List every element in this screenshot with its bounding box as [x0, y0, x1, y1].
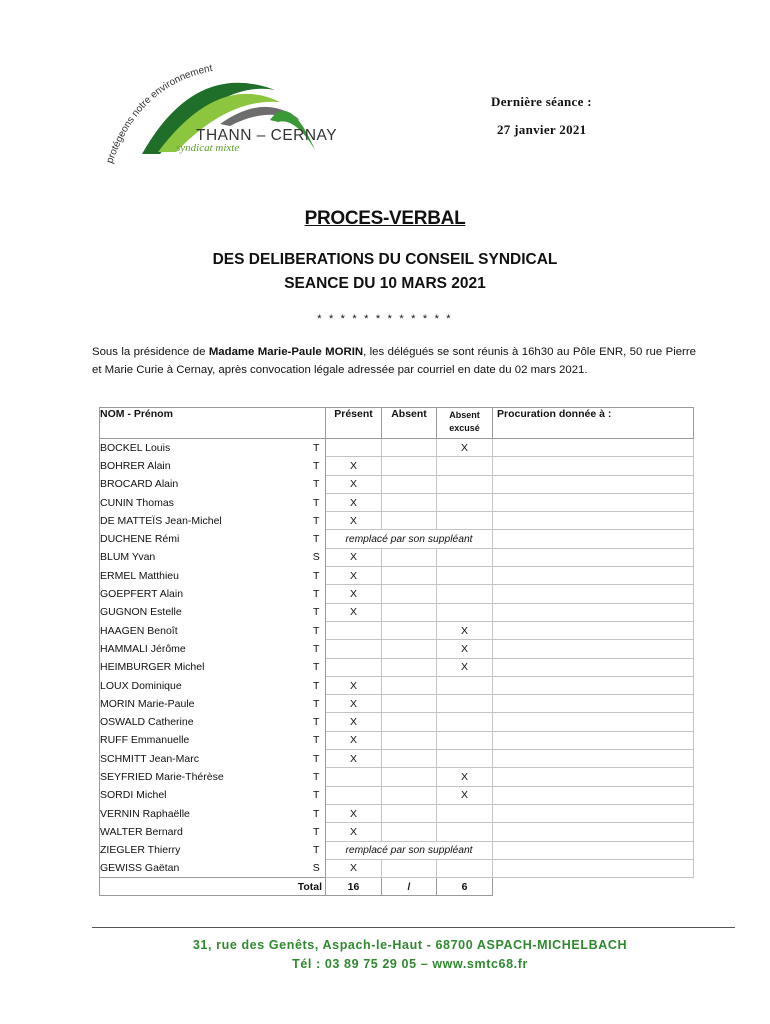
- last-session-label: Dernière séance :: [491, 94, 592, 109]
- excused-cell: X: [437, 786, 493, 804]
- excused-cell: [437, 585, 493, 603]
- table-row: [100, 750, 694, 768]
- table-header-row: [100, 408, 694, 439]
- member-name: DUCHENE Rémi: [100, 530, 308, 548]
- excused-cell: [437, 859, 493, 877]
- excused-cell: X: [437, 768, 493, 786]
- excused-cell: X: [437, 621, 493, 639]
- table-row: [100, 548, 694, 566]
- proxy-cell: [493, 823, 694, 841]
- header-name: NOM - Prénom: [100, 408, 324, 439]
- table-row: [100, 621, 694, 639]
- absent-cell: [382, 731, 437, 749]
- member-type: T: [308, 640, 326, 658]
- absent-cell: [382, 750, 437, 768]
- table-row: [100, 512, 694, 530]
- member-type: T: [308, 585, 326, 603]
- proxy-cell: [493, 603, 694, 621]
- absent-cell: [382, 768, 437, 786]
- excused-cell: [437, 567, 493, 585]
- present-cell: X: [326, 475, 382, 493]
- member-type: T: [308, 530, 326, 548]
- absent-cell: [382, 640, 437, 658]
- proxy-cell: [493, 475, 694, 493]
- absent-cell: [382, 585, 437, 603]
- present-cell: [326, 640, 382, 658]
- excused-cell: [437, 823, 493, 841]
- member-type: T: [308, 512, 326, 530]
- present-cell: X: [326, 731, 382, 749]
- member-name: SORDI Michel: [100, 786, 308, 804]
- member-type: T: [308, 823, 326, 841]
- present-cell: X: [326, 548, 382, 566]
- excused-cell: X: [437, 640, 493, 658]
- absent-cell: [382, 548, 437, 566]
- intro-part-1: Sous la présidence de: [92, 346, 209, 358]
- logo-arc-text: protégeons notre environnement: [104, 63, 214, 165]
- member-name: HAAGEN Benoît: [100, 621, 308, 639]
- footer-divider: [92, 927, 735, 928]
- proxy-cell: [493, 457, 694, 475]
- total-excused: 6: [437, 878, 493, 896]
- present-cell: X: [326, 512, 382, 530]
- member-type: T: [308, 731, 326, 749]
- member-type: T: [308, 621, 326, 639]
- absent-cell: [382, 457, 437, 475]
- proxy-cell: [493, 859, 694, 877]
- intro-part-2: , les délégués se sont réunis à 16h30 au Pôle ENR, 50 rue Pierre et Marie Curie à Cernay, après convocation légale adressée par courriel en date du 02 mars 2021.: [92, 346, 696, 376]
- member-name: SEYFRIED Marie-Thérèse: [100, 768, 308, 786]
- present-cell: X: [326, 713, 382, 731]
- intro-paragraph: [92, 343, 696, 379]
- excused-cell: [437, 548, 493, 566]
- absent-cell: [382, 713, 437, 731]
- proxy-cell: [493, 439, 694, 457]
- proxy-cell: [493, 585, 694, 603]
- excused-cell: [437, 512, 493, 530]
- proxy-cell: [493, 676, 694, 694]
- total-label: Total: [100, 878, 326, 896]
- total-present: 16: [326, 878, 382, 896]
- proxy-cell: [493, 567, 694, 585]
- excused-cell: X: [437, 439, 493, 457]
- member-name: BROCARD Alain: [100, 475, 308, 493]
- excused-cell: [437, 804, 493, 822]
- president-name: Madame Marie-Paule MORIN: [208, 346, 364, 358]
- present-cell: X: [326, 493, 382, 511]
- proxy-cell: [493, 713, 694, 731]
- header-excused: [437, 408, 493, 439]
- table-row: [100, 841, 694, 859]
- proxy-cell: [493, 548, 694, 566]
- proxy-cell: [493, 841, 694, 859]
- header-proxy: Procuration donnée à :: [493, 408, 694, 439]
- table-row: [100, 475, 694, 493]
- present-cell: X: [326, 603, 382, 621]
- present-cell: X: [326, 859, 382, 877]
- absent-cell: [382, 695, 437, 713]
- absent-cell: [382, 603, 437, 621]
- proxy-cell: [493, 731, 694, 749]
- logo-name: THANN – CERNAY: [196, 127, 338, 144]
- header-excused-line1: Absent: [449, 410, 480, 420]
- last-session-date: 27 janvier 2021: [497, 122, 587, 137]
- header-excused-line2: excusé: [449, 423, 480, 433]
- table-row: [100, 457, 694, 475]
- excused-cell: [437, 731, 493, 749]
- footer-address: 31, rue des Genêts, Aspach-le-Haut - 68700 ASPACH-MICHELBACH: [192, 938, 628, 952]
- replacement-note: remplacé par son suppléant: [326, 530, 493, 548]
- syndicat-logo: [100, 62, 362, 174]
- proxy-cell: [493, 530, 694, 548]
- table-row: [100, 658, 694, 676]
- present-cell: [326, 439, 382, 457]
- member-type: T: [308, 841, 326, 859]
- absent-cell: [382, 676, 437, 694]
- member-type: T: [308, 658, 326, 676]
- proxy-cell: [493, 621, 694, 639]
- present-cell: X: [326, 567, 382, 585]
- member-name: HAMMALI Jérôme: [100, 640, 308, 658]
- header-present: Présent: [326, 408, 382, 439]
- excused-cell: [437, 750, 493, 768]
- proxy-cell: [493, 768, 694, 786]
- header-absent: Absent: [382, 408, 437, 439]
- table-row: [100, 768, 694, 786]
- document-subtitle-1: DES DELIBERATIONS DU CONSEIL SYNDICAL: [212, 251, 558, 268]
- member-type: S: [308, 859, 326, 877]
- absent-cell: [382, 475, 437, 493]
- table-body: [100, 439, 694, 896]
- table-row: [100, 804, 694, 822]
- table-row: [100, 695, 694, 713]
- total-row: [100, 878, 694, 896]
- member-type: T: [308, 804, 326, 822]
- absent-cell: [382, 823, 437, 841]
- member-type: T: [308, 567, 326, 585]
- member-name: ERMEL Matthieu: [100, 567, 308, 585]
- present-cell: [326, 621, 382, 639]
- document-title: PROCES-VERBAL: [304, 208, 466, 229]
- absent-cell: [382, 804, 437, 822]
- proxy-cell: [493, 493, 694, 511]
- replacement-note: remplacé par son suppléant: [326, 841, 493, 859]
- attendance-table: [99, 407, 694, 896]
- present-cell: X: [326, 695, 382, 713]
- excused-cell: [437, 493, 493, 511]
- member-name: GUGNON Estelle: [100, 603, 308, 621]
- member-name: GOEPFERT Alain: [100, 585, 308, 603]
- member-name: RUFF Emmanuelle: [100, 731, 308, 749]
- proxy-cell: [493, 658, 694, 676]
- proxy-cell: [493, 750, 694, 768]
- member-type: S: [308, 548, 326, 566]
- absent-cell: [382, 786, 437, 804]
- table-row: [100, 640, 694, 658]
- excused-cell: [437, 713, 493, 731]
- member-type: T: [308, 750, 326, 768]
- present-cell: X: [326, 585, 382, 603]
- member-name: OSWALD Catherine: [100, 713, 308, 731]
- absent-cell: [382, 859, 437, 877]
- absent-cell: [382, 439, 437, 457]
- table-row: [100, 786, 694, 804]
- excused-cell: X: [437, 658, 493, 676]
- table-row: [100, 603, 694, 621]
- table-row: [100, 439, 694, 457]
- absent-cell: [382, 621, 437, 639]
- member-type: T: [308, 603, 326, 621]
- member-name: HEIMBURGER Michel: [100, 658, 308, 676]
- present-cell: [326, 768, 382, 786]
- table-row: [100, 493, 694, 511]
- member-name: SCHMITT Jean-Marc: [100, 750, 308, 768]
- member-type: T: [308, 676, 326, 694]
- table-row: [100, 823, 694, 841]
- document-subtitle-2: SEANCE DU 10 MARS 2021: [284, 275, 486, 292]
- proxy-cell: [493, 695, 694, 713]
- member-name: LOUX Dominique: [100, 676, 308, 694]
- table-row: [100, 859, 694, 877]
- absent-cell: [382, 493, 437, 511]
- member-type: T: [308, 457, 326, 475]
- present-cell: [326, 786, 382, 804]
- member-type: T: [308, 439, 326, 457]
- member-name: WALTER Bernard: [100, 823, 308, 841]
- member-type: T: [308, 786, 326, 804]
- member-name: BLUM Yvan: [100, 548, 308, 566]
- member-type: T: [308, 695, 326, 713]
- present-cell: X: [326, 750, 382, 768]
- excused-cell: [437, 457, 493, 475]
- proxy-cell: [493, 512, 694, 530]
- member-name: MORIN Marie-Paule: [100, 695, 308, 713]
- stars-separator: * * * * * * * * * * * *: [317, 313, 453, 325]
- present-cell: X: [326, 676, 382, 694]
- total-absent: /: [382, 878, 437, 896]
- absent-cell: [382, 658, 437, 676]
- member-name: GEWISS Gaëtan: [100, 859, 308, 877]
- member-name: BOHRER Alain: [100, 457, 308, 475]
- member-name: CUNIN Thomas: [100, 493, 308, 511]
- member-type: T: [308, 768, 326, 786]
- present-cell: X: [326, 804, 382, 822]
- logo-sub: syndicat mixte: [176, 142, 240, 154]
- absent-cell: [382, 512, 437, 530]
- table-row: [100, 676, 694, 694]
- member-name: VERNIN Raphaëlle: [100, 804, 308, 822]
- excused-cell: [437, 676, 493, 694]
- excused-cell: [437, 695, 493, 713]
- present-cell: [326, 658, 382, 676]
- member-name: ZIEGLER Thierry: [100, 841, 308, 859]
- table-row: [100, 731, 694, 749]
- member-name: BOCKEL Louis: [100, 439, 308, 457]
- excused-cell: [437, 603, 493, 621]
- proxy-cell: [493, 804, 694, 822]
- member-type: T: [308, 475, 326, 493]
- present-cell: X: [326, 457, 382, 475]
- total-proxy: [493, 878, 694, 896]
- absent-cell: [382, 567, 437, 585]
- member-type: T: [308, 493, 326, 511]
- table-row: [100, 713, 694, 731]
- present-cell: X: [326, 823, 382, 841]
- footer-contact: Tél : 03 89 75 29 05 – www.smtc68.fr: [292, 957, 528, 971]
- proxy-cell: [493, 640, 694, 658]
- table-row: [100, 585, 694, 603]
- excused-cell: [437, 475, 493, 493]
- member-name: DE MATTEÏS Jean-Michel: [100, 512, 308, 530]
- table-row: [100, 567, 694, 585]
- member-type: T: [308, 713, 326, 731]
- table-row: [100, 530, 694, 548]
- proxy-cell: [493, 786, 694, 804]
